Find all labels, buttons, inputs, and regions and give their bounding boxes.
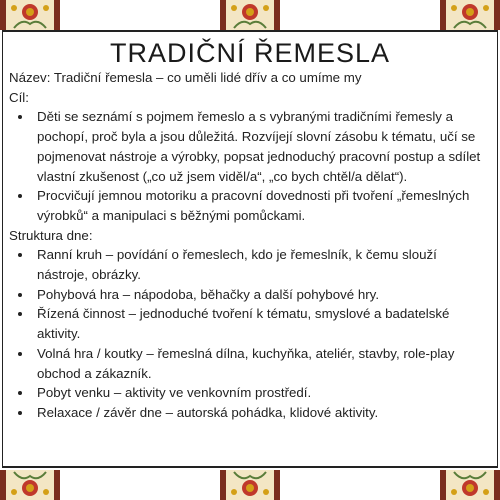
ornament-tile-bottom-left xyxy=(0,470,60,500)
structure-list xyxy=(9,245,491,422)
list-item: • Ranní kruh – povídání o řemeslech, kdo je řemeslník, k čemu slouží nástroje, obrázky. xyxy=(33,245,491,284)
folk-ornament-icon xyxy=(440,470,500,500)
ornament-tile-bottom-right xyxy=(440,470,500,500)
ornament-tile-top-left xyxy=(0,0,60,30)
ornament-tile-top-center xyxy=(220,0,280,30)
bottom-ornament-border xyxy=(0,470,500,500)
goals-list xyxy=(9,107,491,225)
list-item: • Relaxace / závěr dne – autorská pohádka, klidové aktivity. xyxy=(33,403,491,423)
structure-heading: Struktura dne: xyxy=(9,227,93,243)
list-item: • Volná hra / koutky – řemeslná dílna, kuchyňka, ateliér, stavby, role-play obchod a zákazník. xyxy=(33,344,491,383)
ornament-tile-top-right xyxy=(440,0,500,30)
list-item: • Procvičují jemnou motoriku a pracovní dovednosti při tvoření „řemeslných výrobků“ a manipulaci s běžnými pomůckami. xyxy=(33,186,491,225)
top-ornament-border xyxy=(0,0,500,30)
list-item: • Pohybová hra – nápodoba, běhačky a další pohybové hry. xyxy=(33,285,491,305)
list-item: • Řízená činnost – jednoduché tvoření k tématu, smyslové a badatelské aktivity. xyxy=(33,304,491,343)
page-title: TRADIČNÍ ŘEMESLA xyxy=(109,38,391,68)
folk-ornament-icon xyxy=(440,0,500,30)
folk-ornament-icon xyxy=(220,0,280,30)
name-line: Název: Tradiční řemesla – co uměli lidé dřív a co umíme my xyxy=(9,70,362,85)
list-item: • Děti se seznámí s pojmem řemeslo a s vybranými tradičními řemesly a pochopí, proč byla a jsou důležitá. Rozvíjejí slovní zásobu k tématu, učí se pojmenovat nástroje a výrobky, popsat jednoduchý pracovní postup a sdílet vlastní zkušenost („co už jsem viděl/a“, „co bych chtěl/a dělat“). xyxy=(33,107,491,186)
folk-ornament-icon xyxy=(0,0,60,30)
content-card xyxy=(2,30,498,468)
folk-ornament-icon xyxy=(0,470,60,500)
goal-heading: Cíl: xyxy=(9,89,29,105)
folk-ornament-icon xyxy=(220,470,280,500)
ornament-tile-bottom-center xyxy=(220,470,280,500)
list-item: • Pobyt venku – aktivity ve venkovním prostředí. xyxy=(33,383,491,403)
